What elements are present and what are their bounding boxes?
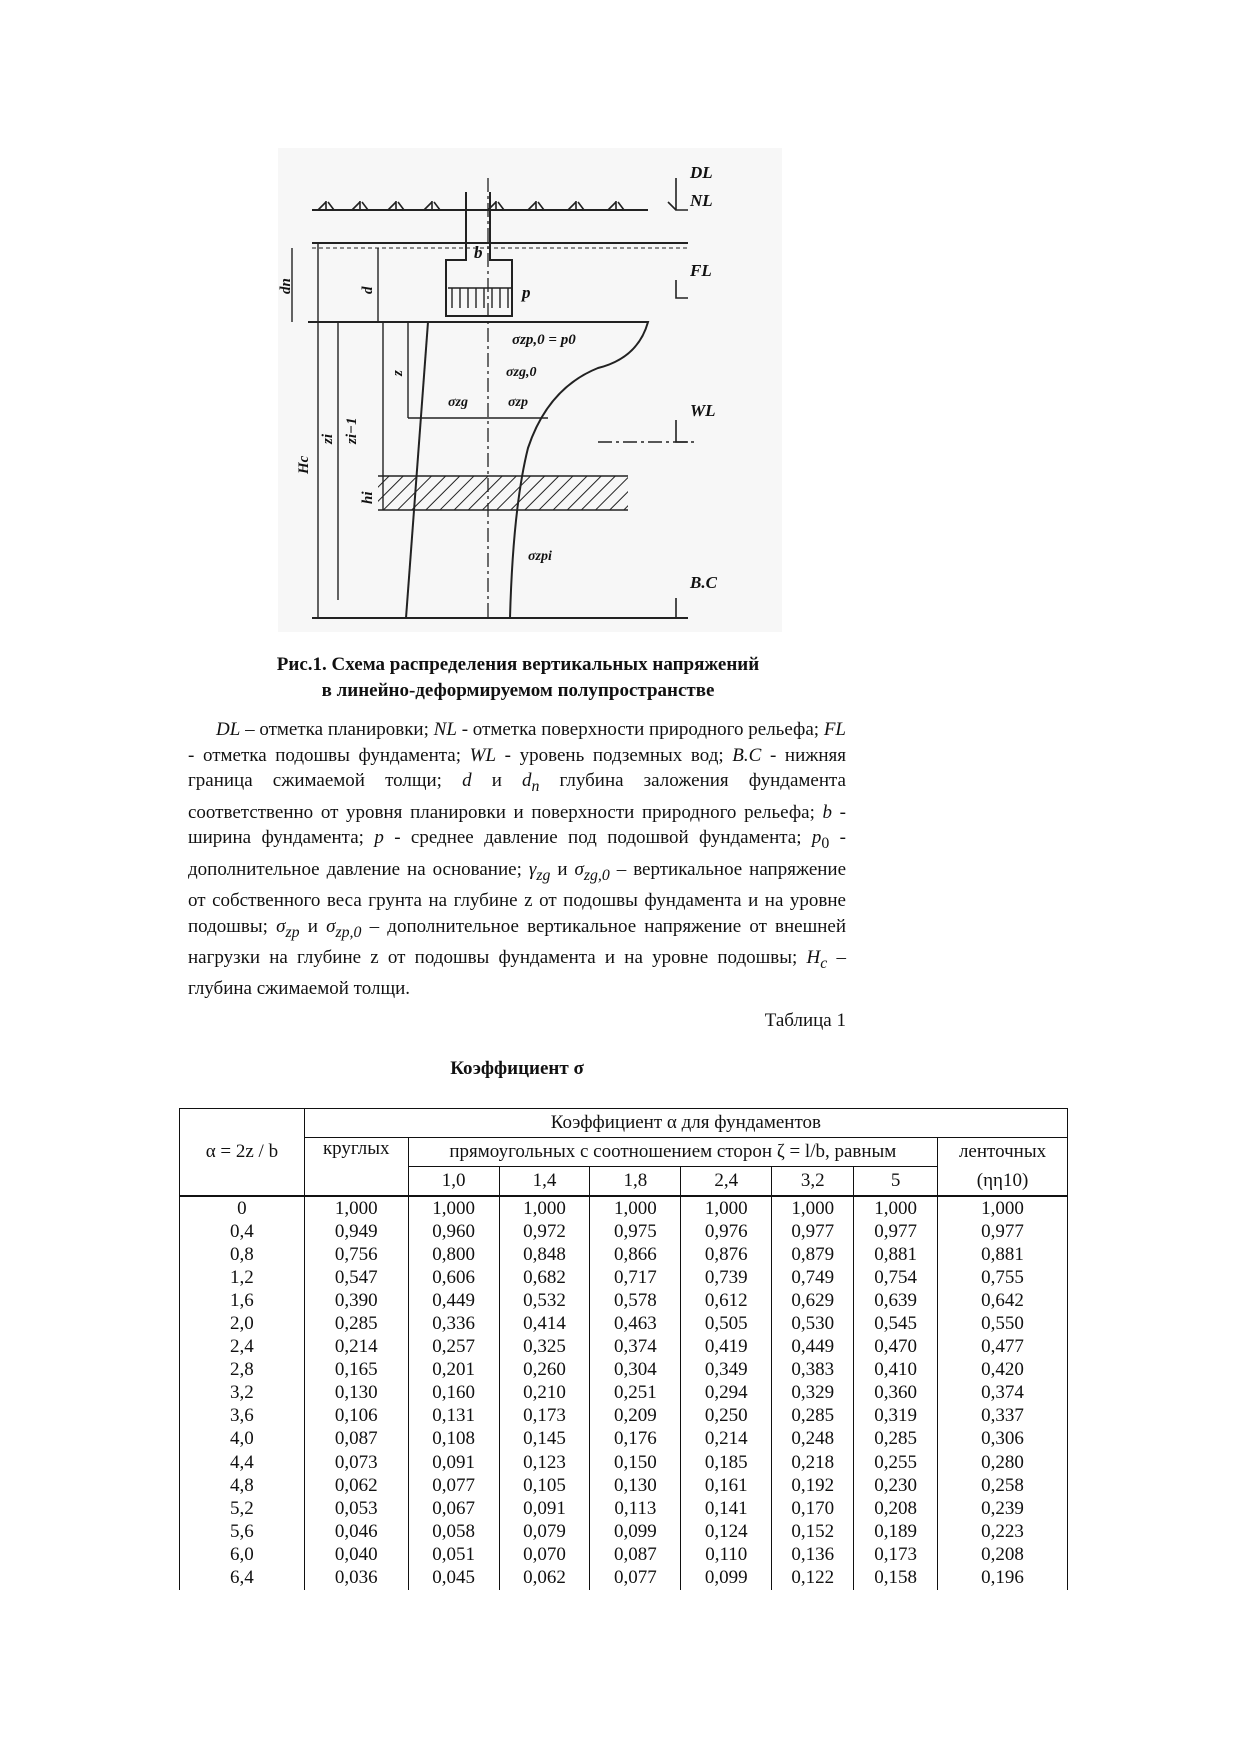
- coefficient-cell: 0,800: [408, 1243, 499, 1266]
- alpha-value-cell: 4,0: [180, 1428, 305, 1451]
- coefficient-cell: 0,639: [854, 1289, 938, 1312]
- label-bc: B.C: [690, 573, 717, 592]
- coefficient-cell: 0,173: [499, 1405, 590, 1428]
- coefficient-cell: 0,136: [772, 1543, 854, 1566]
- coefficient-cell: 0,977: [854, 1220, 938, 1243]
- legend-term-szp: σ: [276, 915, 286, 937]
- coefficient-cell: 0,208: [938, 1543, 1068, 1566]
- coefficient-cell: 1,000: [408, 1196, 499, 1220]
- coefficient-cell: 0,062: [304, 1474, 408, 1497]
- coefficient-cell: 1,000: [772, 1196, 854, 1220]
- strip-sub-header: (ηη10): [938, 1167, 1068, 1197]
- coefficient-cell: 0,124: [681, 1520, 772, 1543]
- coefficient-cell: 0,410: [854, 1359, 938, 1382]
- table-row: [180, 1220, 1068, 1243]
- table-row: [180, 1428, 1068, 1451]
- coefficient-cell: 0,053: [304, 1497, 408, 1520]
- ratio-header: 1,0: [408, 1167, 499, 1197]
- coefficient-cell: 0,304: [590, 1359, 681, 1382]
- legend-text: – вертикальное напряжение от собственного веса грунта на глубине z от подошвы фундамента и на уровне подошвы;: [188, 858, 847, 937]
- coefficient-cell: 0,214: [304, 1336, 408, 1359]
- coefficient-cell: 0,070: [499, 1543, 590, 1566]
- coefficient-cell: 0,099: [681, 1567, 772, 1590]
- coefficient-cell: 0,176: [590, 1428, 681, 1451]
- ratio-header: 1,8: [590, 1167, 681, 1197]
- coefficient-cell: 0,239: [938, 1497, 1068, 1520]
- coefficient-cell: 0,606: [408, 1266, 499, 1289]
- coefficient-cell: 0,754: [854, 1266, 938, 1289]
- legend-subscript: zg,0: [583, 866, 610, 884]
- coefficient-cell: 0,881: [938, 1243, 1068, 1266]
- coefficient-cell: 0,547: [304, 1266, 408, 1289]
- legend-text: - среднее давление под подошвой фундамента;: [383, 827, 812, 849]
- legend-subscript: c: [820, 954, 828, 972]
- legend-text: - ширина фундамента;: [188, 801, 846, 849]
- ratio-header: 2,4: [681, 1167, 772, 1197]
- alpha-value-cell: 1,6: [180, 1289, 305, 1312]
- coefficient-cell: 0,866: [590, 1243, 681, 1266]
- alpha-header: α = 2z / b: [180, 1109, 305, 1197]
- legend-term-hc: H: [806, 946, 821, 968]
- alpha-value-cell: 0,4: [180, 1220, 305, 1243]
- coefficient-cell: 0,329: [772, 1382, 854, 1405]
- table-row: [180, 1382, 1068, 1405]
- coefficient-cell: 0,160: [408, 1382, 499, 1405]
- coefficient-cell: 0,158: [854, 1567, 938, 1590]
- coefficient-cell: 0,208: [854, 1497, 938, 1520]
- table-row: [180, 1243, 1068, 1266]
- coefficient-cell: 0,209: [590, 1405, 681, 1428]
- figure-caption-line2: в линейно-деформируемом полупространстве: [321, 680, 715, 701]
- legend-subscript: zp,0: [335, 923, 362, 941]
- coefficient-cell: 0,108: [408, 1428, 499, 1451]
- coefficient-cell: 0,612: [681, 1289, 772, 1312]
- alpha-value-cell: 4,8: [180, 1474, 305, 1497]
- ratio-header: 5: [854, 1167, 938, 1197]
- coefficient-cell: 0,294: [681, 1382, 772, 1405]
- legend-subscript: n: [531, 777, 540, 795]
- coefficient-cell: 0,449: [408, 1289, 499, 1312]
- coefficient-cell: 0,077: [590, 1567, 681, 1590]
- coefficient-cell: 0,374: [938, 1382, 1068, 1405]
- coefficient-cell: 0,325: [499, 1336, 590, 1359]
- coefficient-cell: 0,463: [590, 1312, 681, 1335]
- table-row: [180, 1359, 1068, 1382]
- legend-term-b: b: [822, 801, 833, 823]
- coefficient-cell: 0,110: [681, 1543, 772, 1566]
- table-row: [180, 1567, 1068, 1590]
- coefficient-cell: 0,196: [938, 1567, 1068, 1590]
- coefficient-cell: 0,280: [938, 1451, 1068, 1474]
- coefficient-cell: 0,201: [408, 1359, 499, 1382]
- label-szpi: σzpi: [528, 549, 552, 564]
- table-body: [180, 1196, 1068, 1590]
- coefficient-cell: 1,000: [854, 1196, 938, 1220]
- coefficient-cell: 0,218: [772, 1451, 854, 1474]
- coefficient-cell: 0,036: [304, 1567, 408, 1590]
- coefficient-cell: 0,106: [304, 1405, 408, 1428]
- label-fl: FL: [690, 261, 712, 280]
- coefficient-cell: 0,189: [854, 1520, 938, 1543]
- coefficient-cell: 0,550: [938, 1312, 1068, 1335]
- label-z: z: [390, 370, 406, 376]
- coefficient-table: [179, 1108, 1068, 1590]
- alpha-value-cell: 2,0: [180, 1312, 305, 1335]
- label-wl: WL: [690, 401, 716, 420]
- legend-text: и: [299, 915, 327, 937]
- table-row: [180, 1289, 1068, 1312]
- coefficient-cell: 1,000: [938, 1196, 1068, 1220]
- figure-caption-line1: Рис.1. Схема распределения вертикальных напряжений: [276, 654, 760, 675]
- label-szg0: σzg,0: [506, 365, 537, 380]
- coefficient-cell: 0,230: [854, 1474, 938, 1497]
- coefficient-cell: 0,105: [499, 1474, 590, 1497]
- legend-subscript: zg: [536, 866, 551, 884]
- coefficient-cell: 0,306: [938, 1428, 1068, 1451]
- coefficient-cell: 0,173: [854, 1543, 938, 1566]
- coefficient-cell: 0,040: [304, 1543, 408, 1566]
- coefficient-cell: 0,045: [408, 1567, 499, 1590]
- legend-subscript: zp: [285, 923, 300, 941]
- coefficient-cell: 0,150: [590, 1451, 681, 1474]
- coefficient-cell: 0,477: [938, 1336, 1068, 1359]
- coefficient-cell: 0,077: [408, 1474, 499, 1497]
- legend-term-p0: p: [811, 827, 822, 849]
- coefficient-cell: 0,087: [304, 1428, 408, 1451]
- legend-subscript: 0: [821, 834, 830, 852]
- alpha-value-cell: 6,0: [180, 1543, 305, 1566]
- legend-paragraph: [188, 717, 846, 1002]
- coefficient-cell: 0,255: [854, 1451, 938, 1474]
- legend-text: - дополнительное давление на основание;: [188, 827, 847, 880]
- legend-text: - нижняя граница сжимаемой толщи;: [188, 744, 847, 792]
- coefficient-cell: 0,058: [408, 1520, 499, 1543]
- coefficient-cell: 0,122: [772, 1567, 854, 1590]
- coefficient-cell: 0,977: [938, 1220, 1068, 1243]
- legend-text: – глубина сжимаемой толщи.: [188, 946, 847, 1000]
- coefficient-cell: 0,879: [772, 1243, 854, 1266]
- coefficient-cell: 1,000: [590, 1196, 681, 1220]
- coefficient-cell: 0,629: [772, 1289, 854, 1312]
- coefficient-cell: 0,257: [408, 1336, 499, 1359]
- legend-text: глубина заложения фундамента соответственно от уровня планировки и поверхности природного рельефа;: [188, 770, 846, 823]
- coefficient-cell: 0,223: [938, 1520, 1068, 1543]
- legend-term-nl: NL: [433, 719, 457, 740]
- table-row: [180, 1312, 1068, 1335]
- coefficient-cell: 0,349: [681, 1359, 772, 1382]
- legend-term-gamma: γ: [528, 858, 537, 880]
- coefficient-cell: 0,374: [590, 1336, 681, 1359]
- legend-term-fl: FL: [823, 719, 847, 740]
- alpha-value-cell: 4,4: [180, 1451, 305, 1474]
- coefficient-cell: 0,881: [854, 1243, 938, 1266]
- coefficient-cell: 0,285: [772, 1405, 854, 1428]
- coefficient-cell: 0,876: [681, 1243, 772, 1266]
- coefficient-cell: 0,449: [772, 1336, 854, 1359]
- coefficient-cell: 0,087: [590, 1543, 681, 1566]
- legend-text: - отметка подошвы фундамента;: [188, 744, 470, 766]
- alpha-value-cell: 0,8: [180, 1243, 305, 1266]
- coefficient-cell: 0,682: [499, 1266, 590, 1289]
- coefficient-cell: 0,532: [499, 1289, 590, 1312]
- coefficient-cell: 0,145: [499, 1428, 590, 1451]
- coefficient-cell: 0,123: [499, 1451, 590, 1474]
- coefficient-cell: 0,972: [499, 1220, 590, 1243]
- coefficient-cell: 0,949: [304, 1220, 408, 1243]
- legend-term-wl: WL: [469, 744, 497, 766]
- coefficient-cell: 0,130: [590, 1474, 681, 1497]
- table-row: [180, 1196, 1068, 1220]
- coefficient-cell: 0,062: [499, 1567, 590, 1590]
- coefficient-cell: 0,051: [408, 1543, 499, 1566]
- legend-term-szg0: σ: [574, 858, 584, 880]
- coefficient-cell: 0,848: [499, 1243, 590, 1266]
- label-hi: hi: [360, 491, 376, 504]
- legend-term-dl: DL: [216, 719, 241, 740]
- coefficient-cell: 0,248: [772, 1428, 854, 1451]
- alpha-value-cell: 0: [180, 1196, 305, 1220]
- coefficient-cell: 0,079: [499, 1520, 590, 1543]
- label-szp0: σzp,0 = p0: [512, 332, 576, 348]
- coefficient-cell: 0,360: [854, 1382, 938, 1405]
- coefficient-cell: 0,578: [590, 1289, 681, 1312]
- table-row: [180, 1451, 1068, 1474]
- label-szg: σzg: [448, 395, 468, 410]
- coefficient-cell: 0,165: [304, 1359, 408, 1382]
- alpha-value-cell: 5,2: [180, 1497, 305, 1520]
- coefficient-cell: 0,975: [590, 1220, 681, 1243]
- coefficient-cell: 0,285: [304, 1312, 408, 1335]
- strip-header: ленточных: [938, 1138, 1068, 1167]
- legend-term-dn: d: [522, 770, 532, 792]
- grass-marks: [318, 201, 624, 210]
- coefficient-cell: 0,046: [304, 1520, 408, 1543]
- alpha-value-cell: 1,2: [180, 1266, 305, 1289]
- coefficient-cell: 0,130: [304, 1382, 408, 1405]
- legend-term-d: d: [462, 770, 472, 792]
- coefficient-cell: 0,192: [772, 1474, 854, 1497]
- stress-diagram: [278, 148, 782, 632]
- hatched-layer: [378, 476, 628, 510]
- table-row: [180, 1520, 1068, 1543]
- coefficient-cell: 0,161: [681, 1474, 772, 1497]
- coefficient-cell: 0,756: [304, 1243, 408, 1266]
- legend-text: – отметка планировки;: [240, 719, 434, 740]
- coefficient-cell: 0,152: [772, 1520, 854, 1543]
- label-hc: Hc: [296, 455, 312, 474]
- legend-text: - уровень подземных вод;: [496, 744, 733, 766]
- coefficient-cell: 0,383: [772, 1359, 854, 1382]
- table-row: [180, 1543, 1068, 1566]
- coefficient-cell: 0,530: [772, 1312, 854, 1335]
- coefficient-cell: 0,091: [408, 1451, 499, 1474]
- coefficient-cell: 0,067: [408, 1497, 499, 1520]
- legend-text: и: [550, 858, 575, 880]
- coefficient-cell: 0,319: [854, 1405, 938, 1428]
- coefficient-cell: 0,250: [681, 1405, 772, 1428]
- coefficient-cell: 0,099: [590, 1520, 681, 1543]
- coefficient-cell: 0,419: [681, 1336, 772, 1359]
- coefficient-cell: 0,642: [938, 1289, 1068, 1312]
- label-p: p: [522, 283, 531, 302]
- coefficient-cell: 0,545: [854, 1312, 938, 1335]
- coefficient-cell: 0,185: [681, 1451, 772, 1474]
- coefficient-cell: 0,258: [938, 1474, 1068, 1497]
- table-number: Таблица 1: [764, 1010, 846, 1031]
- round-header: круглых: [304, 1138, 408, 1197]
- label-zi: zi: [320, 433, 336, 444]
- coefficient-cell: 0,260: [499, 1359, 590, 1382]
- coefficient-cell: 1,000: [681, 1196, 772, 1220]
- rect-header: прямоугольных с соотношением сторон ζ = l/b, равным: [408, 1138, 937, 1167]
- legend-text: и: [471, 770, 522, 792]
- label-dl: DL: [690, 163, 713, 182]
- table-row: [180, 1266, 1068, 1289]
- legend-term-bc: B.C: [732, 744, 762, 766]
- legend-term-p: p: [374, 827, 384, 849]
- coefficient-cell: 0,214: [681, 1428, 772, 1451]
- coefficient-cell: 0,505: [681, 1312, 772, 1335]
- coefficient-cell: 1,000: [304, 1196, 408, 1220]
- ratio-header: 3,2: [772, 1167, 854, 1197]
- alpha-value-cell: 6,4: [180, 1567, 305, 1590]
- group-header: Коэффициент α для фундаментов: [304, 1109, 1067, 1138]
- table-row: [180, 1474, 1068, 1497]
- coefficient-cell: 0,717: [590, 1266, 681, 1289]
- coefficient-cell: 0,113: [590, 1497, 681, 1520]
- coefficient-cell: 0,390: [304, 1289, 408, 1312]
- coefficient-cell: 0,336: [408, 1312, 499, 1335]
- alpha-value-cell: 2,8: [180, 1359, 305, 1382]
- coefficient-cell: 0,131: [408, 1405, 499, 1428]
- alpha-value-cell: 3,2: [180, 1382, 305, 1405]
- coefficient-cell: 0,251: [590, 1382, 681, 1405]
- coefficient-cell: 0,091: [499, 1497, 590, 1520]
- coefficient-cell: 0,470: [854, 1336, 938, 1359]
- alpha-value-cell: 3,6: [180, 1405, 305, 1428]
- coefficient-cell: 0,976: [681, 1220, 772, 1243]
- coefficient-cell: 0,170: [772, 1497, 854, 1520]
- coefficient-cell: 0,977: [772, 1220, 854, 1243]
- table-row: [180, 1405, 1068, 1428]
- label-d: d: [360, 286, 376, 294]
- label-zi1: zi−1: [344, 417, 360, 444]
- legend-text: – дополнительное вертикальное напряжение от внешней нагрузки на глубине z от подошвы фундамента и на уровне подошвы;: [188, 915, 847, 968]
- coefficient-cell: 0,749: [772, 1266, 854, 1289]
- label-b: b: [474, 243, 483, 262]
- coefficient-cell: 0,420: [938, 1359, 1068, 1382]
- table-row: [180, 1497, 1068, 1520]
- coefficient-cell: 0,755: [938, 1266, 1068, 1289]
- coefficient-cell: 0,960: [408, 1220, 499, 1243]
- coefficient-cell: 0,073: [304, 1451, 408, 1474]
- coefficient-cell: 1,000: [499, 1196, 590, 1220]
- coefficient-cell: 0,739: [681, 1266, 772, 1289]
- label-dn: dn: [278, 278, 294, 294]
- coefficient-cell: 0,414: [499, 1312, 590, 1335]
- coefficient-cell: 0,285: [854, 1428, 938, 1451]
- stress-distribution-figure: [278, 148, 782, 632]
- alpha-value-cell: 5,6: [180, 1520, 305, 1543]
- ratio-header: 1,4: [499, 1167, 590, 1197]
- coefficient-cell: 0,210: [499, 1382, 590, 1405]
- alpha-value-cell: 2,4: [180, 1336, 305, 1359]
- coefficient-cell: 0,141: [681, 1497, 772, 1520]
- legend-text: - отметка поверхности природного рельефа;: [456, 719, 824, 740]
- label-szp: σzp: [508, 395, 528, 410]
- label-nl: NL: [690, 191, 713, 210]
- legend-term-szp0: σ: [326, 915, 336, 937]
- pressure-arrows: [448, 288, 512, 308]
- szg-line: [406, 322, 428, 618]
- table-row: [180, 1336, 1068, 1359]
- table-title: Коэффициент σ: [450, 1058, 584, 1079]
- coefficient-cell: 0,337: [938, 1405, 1068, 1428]
